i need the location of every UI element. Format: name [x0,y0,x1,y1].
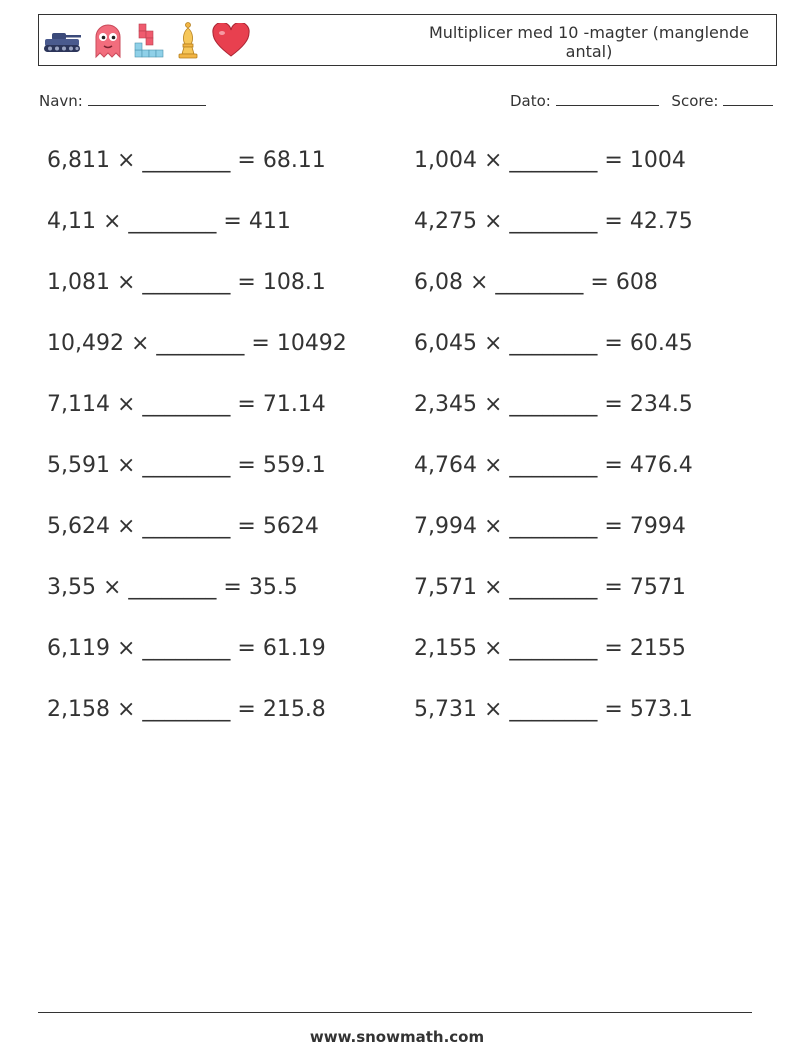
score-blank[interactable] [723,93,773,106]
problem[interactable]: 3,55 × ________ = 35.5 [47,575,298,600]
problem-row [0,209,794,249]
problem[interactable]: 2,155 × ________ = 2155 [414,636,686,661]
blocks-icon [133,22,165,60]
icon-strip [43,21,251,61]
problem-row [0,575,794,615]
problem[interactable]: 7,114 × ________ = 71.14 [47,392,326,417]
problem[interactable]: 6,08 × ________ = 608 [414,270,658,295]
problem[interactable]: 2,345 × ________ = 234.5 [414,392,693,417]
problem[interactable]: 5,591 × ________ = 559.1 [47,453,326,478]
problem[interactable]: 5,731 × ________ = 573.1 [414,697,693,722]
ghost-icon [93,22,123,60]
problem-row [0,697,794,737]
problem[interactable]: 6,811 × ________ = 68.11 [47,148,326,173]
footer-url[interactable]: www.snowmath.com [309,1028,485,1046]
header-box [38,14,777,66]
problem-row [0,453,794,493]
date-blank[interactable] [556,93,659,106]
problem-row [0,636,794,676]
problem-row [0,331,794,371]
bishop-icon [175,21,201,61]
problem[interactable]: 4,764 × ________ = 476.4 [414,453,693,478]
name-blank[interactable] [88,93,206,106]
problem[interactable]: 6,045 × ________ = 60.45 [414,331,693,356]
problem-row [0,514,794,554]
problem[interactable]: 2,158 × ________ = 215.8 [47,697,326,722]
problem-row [0,148,794,188]
worksheet-title: Multiplicer med 10 -magter (manglende antal) [428,23,750,61]
problem[interactable]: 5,624 × ________ = 5624 [47,514,319,539]
problem-row [0,270,794,310]
problem[interactable]: 7,994 × ________ = 7994 [414,514,686,539]
problem[interactable]: 7,571 × ________ = 7571 [414,575,686,600]
heart-icon [211,23,251,59]
score-label: Score: [671,92,719,110]
date-score-field [510,92,773,110]
problem[interactable]: 6,119 × ________ = 61.19 [47,636,326,661]
problem-row [0,392,794,432]
problem[interactable]: 1,081 × ________ = 108.1 [47,270,326,295]
tank-icon [43,27,83,55]
name-field [39,92,206,110]
problem[interactable]: 1,004 × ________ = 1004 [414,148,686,173]
date-label: Dato: [510,92,551,110]
name-label: Navn: [39,92,83,110]
problem[interactable]: 10,492 × ________ = 10492 [47,331,347,356]
footer-divider [38,1012,752,1013]
problem[interactable]: 4,11 × ________ = 411 [47,209,291,234]
problem[interactable]: 4,275 × ________ = 42.75 [414,209,693,234]
